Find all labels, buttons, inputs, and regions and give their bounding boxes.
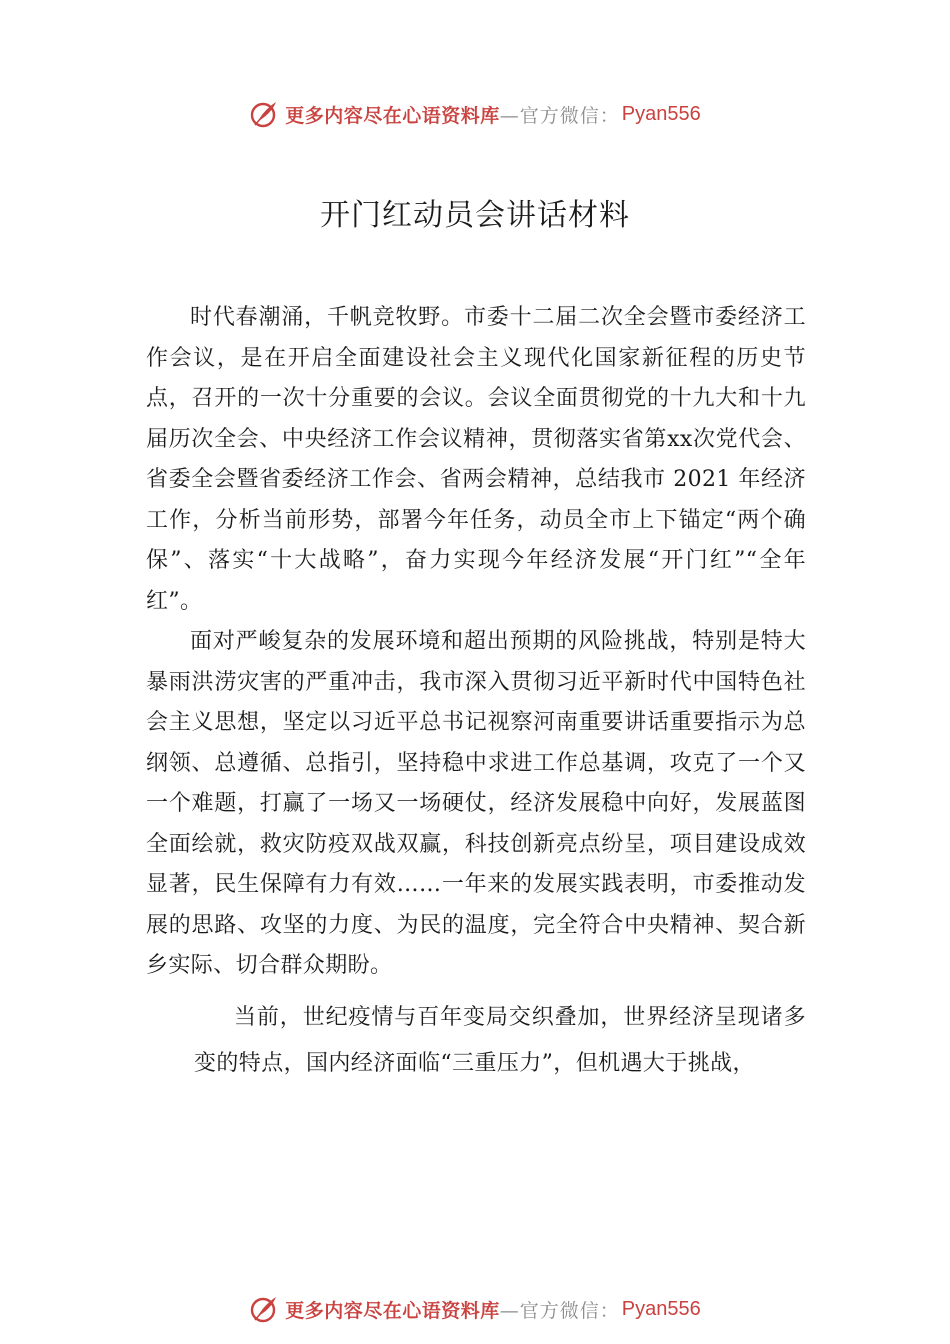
quill-logo-icon — [249, 1294, 279, 1324]
document-title: 开门红动员会讲话材料 — [320, 198, 630, 233]
document-body — [146, 298, 806, 1087]
paragraph-1: 时代春潮涌，千帆竞牧野。市委十二届二次全会暨市委经济工作会议，是在开启全面建设社会主义现代化国家新征程的历史节点，召开的一次十分重要的会议。会议全面贯彻党的十九大和十九届历次全会、中央经济工作会议精神，贯彻落实省第xx次党代会、省委全会暨省委经济工作会、省两会精神，总结我市 2021 年经济工作，分析当前形势，部署今年任务，动员全市上下锚定“两个确保”、落实“十大战略”，奋力实现今年经济发展“开门红”“全年红”。 — [146, 305, 806, 614]
paragraph-2: 面对严峻复杂的发展环境和超出预期的风险挑战，特别是特大暴雨洪涝灾害的严重冲击，我市深入贯彻习近平新时代中国特色社会主义思想，坚定以习近平总书记视察河南重要讲话重要指示为总纲领、总遵循、总指引，坚持稳中求进工作总基调，攻克了一个又一个难题，打赢了一场又一场硬仗，经济发展稳中向好，发展蓝图全面绘就，救灾防疫双战双赢，科技创新亮点纷呈，项目建设成效显著，民生保障有力有效……一年来的发展实践表明，市委推动发展的思路、攻坚的力度、为民的温度，完全符合中央精神、契合新乡实际、切合群众期盼。 — [146, 629, 806, 978]
watermark-separator-text: —官方微信： — [499, 104, 620, 127]
footer-watermark — [0, 1289, 950, 1329]
quill-logo-icon — [249, 99, 279, 129]
watermark-separator-text: —官方微信： — [499, 1299, 620, 1322]
watermark-brand-text: 更多内容尽在心语资料库 — [285, 1299, 500, 1322]
header-watermark — [0, 94, 950, 134]
paragraph-3: 当前，世纪疫情与百年变局交织叠加，世界经济呈现诸多变的特点，国内经济面临“三重压力”，但机遇大于挑战， — [194, 1004, 806, 1076]
watermark-brand-text: 更多内容尽在心语资料库 — [285, 104, 500, 127]
watermark-wechat-id: Pyan556 — [621, 102, 701, 125]
watermark-wechat-id: Pyan556 — [621, 1297, 701, 1320]
